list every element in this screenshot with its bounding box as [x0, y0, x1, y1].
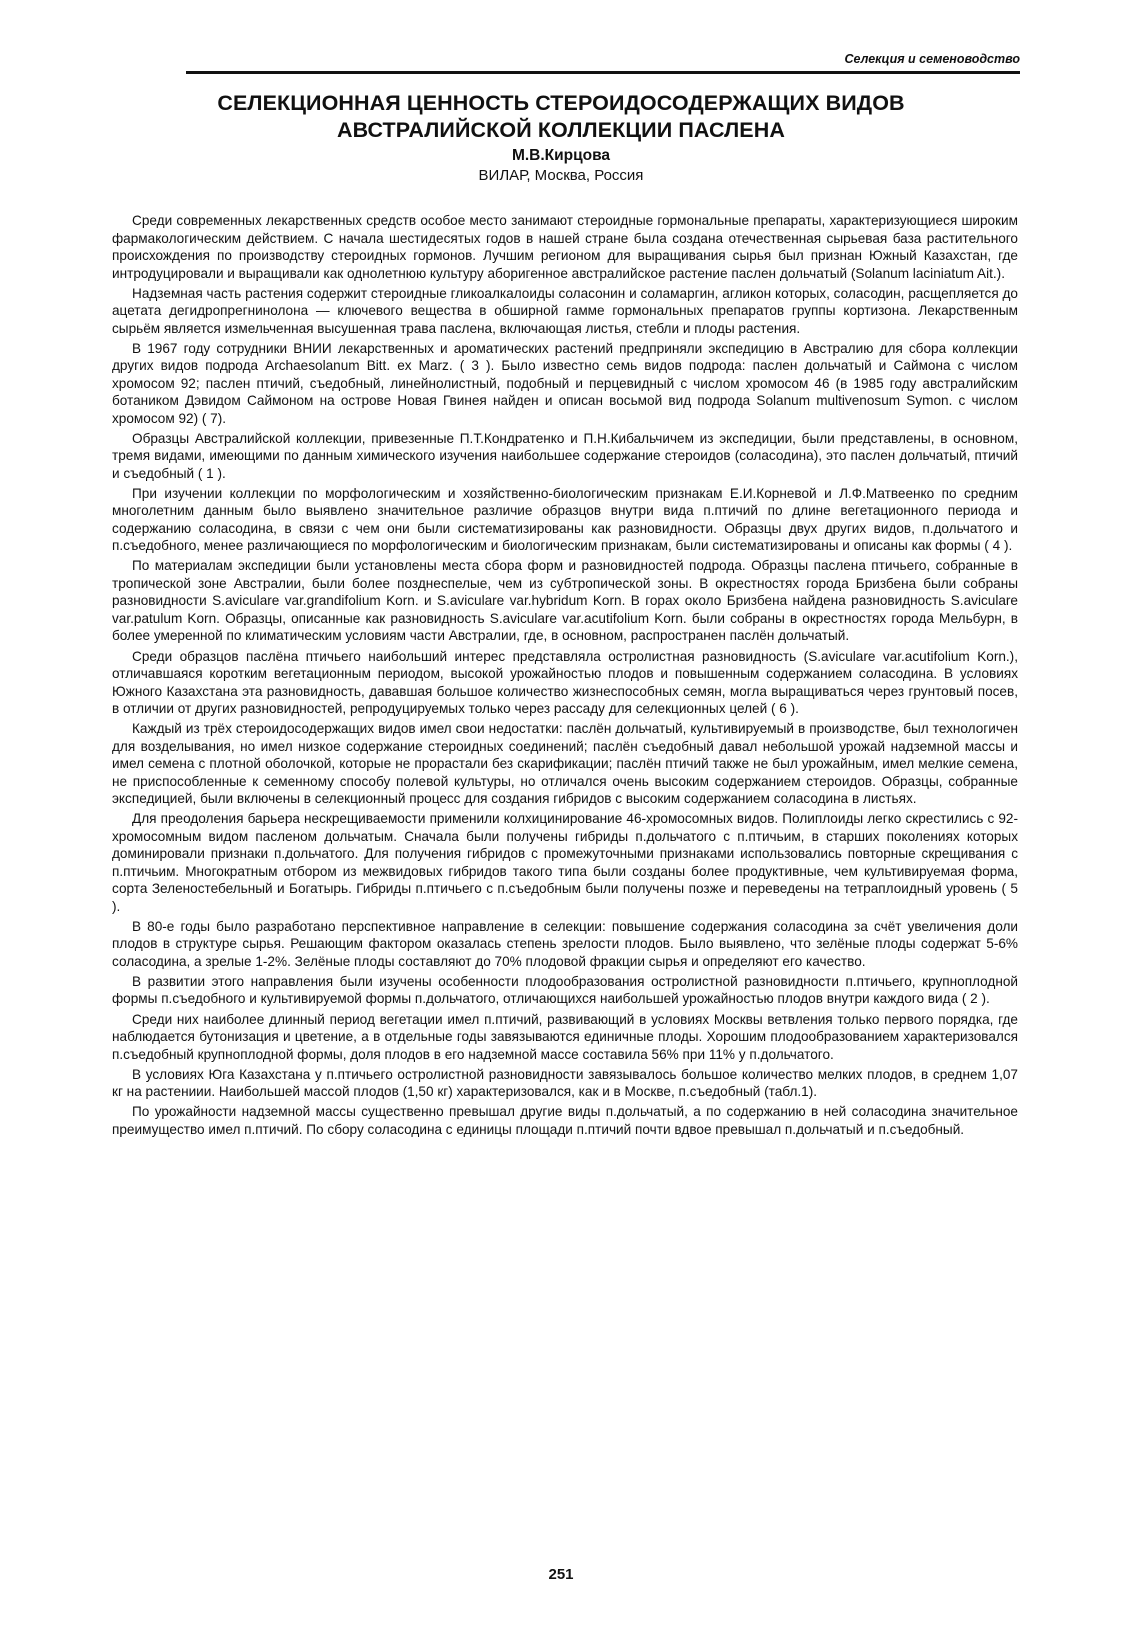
paragraph: Образцы Австралийской коллекции, привезенные П.Т.Кондратенко и П.Н.Кибальчичем из экспедиции, были представлены, в основном, тремя видами, имеющими по данным химического изучения наибольшее содержание стероидов (соласодина), это паслен дольчатый, птичий и съедобный ( 1 ).	[112, 430, 1018, 481]
article-body	[112, 212, 1018, 1141]
paragraph: Среди них наиболее длинный период вегетации имел п.птичий, развивающий в условиях Москвы ветвления только первого порядка, где наблюдается бутонизация и цветение, а в отдельные годы завязываются единичные плоды. Хорошим плодообразованием характеризовался п.съедобный крупноплодной формы, доля плодов в его надземной массе составила 56% при 11% у п.дольчатого.	[112, 1011, 1018, 1062]
paragraph: В развитии этого направления были изучены особенности плодообразования остролистной разновидности п.птичьего, крупноплодной формы п.съедобного и культивируемой формы п.дольчатого, отличающихся наибольшей урожайностью плодов внутри каждого вида ( 2 ).	[112, 973, 1018, 1007]
page-number: 251	[548, 1566, 574, 1583]
paragraph: В 1967 году сотрудники ВНИИ лекарственных и ароматических растений предприняли экспедицию в Австралию для сбора коллекции других видов подрода Archaesolanum Bitt. ex Marz. ( 3 ). Было известно семь видов подрода: паслен дольчатый и Саймона с числом хромосом 92; паслен птичий, съедобный, линейнолистный, подобный и перцевидный с числом хромосом 46 (в 1985 году австралийским ботаником Дэвидом Саймоном на острове Новая Гвинея найден и описан восьмой вид подрода Solanum multivenosum Symon. с числом хромосом 92) ( 7).	[112, 340, 1018, 426]
paragraph: Среди образцов паслёна птичьего наибольший интерес представляла остролистная разновидность (S.aviculare var.acutifolium Korn.), отличавшаяся коротким вегетационным периодом, высокой урожайностью плодов и повышенным содержанием соласодина. В условиях Южного Казахстана эта разновидность, дававшая большое количество жизнеспособных семян, могла выращиваться через грунтовый посев, в отличии от других разновидностей, репродуцируемых только через рассаду для селекционных целей ( 6 ).	[112, 648, 1018, 717]
article-title-line-2: АВСТРАЛИЙСКОЙ КОЛЛЕКЦИИ ПАСЛЕНА	[337, 118, 785, 142]
running-head: Селекция и семеноводство	[844, 52, 1020, 66]
author-affiliation: ВИЛАР, Москва, Россия	[478, 167, 644, 184]
paragraph: В условиях Юга Казахстана у п.птичьего остролистной разновидности завязывалось большое количество мелких плодов, в среднем 1,07 кг на растениии. Наибольшей массой плодов (1,50 кг) характеризовался, как и в Москве, п.съедобный (табл.1).	[112, 1066, 1018, 1100]
paragraph: При изучении коллекции по морфологическим и хозяйственно-биологическим признакам Е.И.Корневой и Л.Ф.Матвеенко по средним многолетним данным было выявлено значительное различие образцов внутри вида п.птичий по длине вегетационного периода и содержанию соласодина, в связи с чем они были систематизированы как разновидности. Образцы двух других видов, п.дольчатого и п.съедобного, менее различающиеся по морфологическим и биологическим признакам, были систематизированы и описаны как формы ( 4 ).	[112, 485, 1018, 554]
paragraph: Надземная часть растения содержит стероидные гликоалкалоиды соласонин и соламаргин, агликон которых, соласодин, расщепляется до ацетата дегидропрегнинолона — ключевого вещества в обширной гамме гормональных препаратов группы кортизона. Лекарственным сырьём является измельченная высушенная трава паслена, включающая листья, стебли и плоды растения.	[112, 285, 1018, 336]
author-name: М.В.Кирцова	[511, 147, 611, 164]
paragraph: По материалам экспедиции были установлены места сбора форм и разновидностей подрода. Образцы паслена птичьего, собранные в тропической зоне Австралии, были более позднеспелые, чем из субтропической зоны. В окрестностях города Бризбена были собраны разновидности S.aviculare var.grandifolium Korn. и S.aviculare var.hybridum Korn. В горах около Бризбена найдена разновидность S.aviculare var.patulum Korn. Образцы, описанные как разновидность S.aviculare var.acutifolium Korn. были собраны в окрестностях города Мельбурн, в более умеренной по климатическим условиям части Австралии, где, в основном, распространен паслён дольчатый.	[112, 558, 1018, 644]
paragraph: Для преодоления барьера нескрещиваемости применили колхицинирование 46-хромосомных видов. Полиплоиды легко скрестились с 92-хромосомным видом пасленом дольчатым. Сначала были получены гибриды п.дольчатого с п.птичьим, в старших поколениях которых доминировали признаки п.дольчатого. Для получения гибридов с промежуточными признаками использовались повторные скрещивания с п.птичьим. Многократным отбором из межвидовых гибридов такого типа были созданы более продуктивные, чем культивируемая форма, сорта Зеленостебельный и Богатырь. Гибриды п.птичьего с п.съедобным были получены позже и переведены на тетраплоидный уровень ( 5 ).	[112, 811, 1018, 914]
paragraph: Каждый из трёх стероидосодержащих видов имел свои недостатки: паслён дольчатый, культивируемый в производстве, был технологичен для возделывания, но имел низкое содержание стероидных соединений; паслён съедобный давал небольшой урожай надземной массы и имел семена с плотной оболочкой, которые не прорастали без скарификации; паслён птичий также не был урожайным, имел мелкие семена, не приспособленные к семенному способу полевой культуры, но отличался очень высоким содержанием стероидов. Образцы, собранные экспедицией, были включены в селекционный процесс для создания гибридов с высоким содержанием соласодина в листьях.	[112, 721, 1018, 807]
title-block	[140, 90, 982, 186]
paragraph: В 80-е годы было разработано перспективное направление в селекции: повышение содержания соласодина за счёт увеличения доли плодов в структуре сырья. Решающим фактором оказалась степень зрелости плодов. Было выявлено, что зелёные плоды содержат 5-6% соласодина, а зрелые 1-2%. Зелёные плоды составляют до 70% плодовой фракции сырья и определяют его качество.	[112, 918, 1018, 969]
article-title-line-1: СЕЛЕКЦИОННАЯ ЦЕННОСТЬ СТЕРОИДОСОДЕРЖАЩИХ ВИДОВ	[217, 91, 905, 115]
paragraph: По урожайности надземной массы существенно превышал другие виды п.дольчатый, а по содержанию в ней соласодина значительное преимущество имел п.птичий. По сбору соласодина с единицы площади п.птичий почти вдвое превышал п.дольчатый и п.съедобный.	[112, 1104, 1018, 1137]
header-rule	[186, 71, 1020, 74]
paragraph: Среди современных лекарственных средств особое место занимают стероидные гормональные препараты, характеризующиеся широким фармакологическим действием. С начала шестидесятых годов в нашей стране была создана отечественная сырьевая база растительного происхождения по производству стероидных гормонов. Лучшим регионом для выращивания сырья был признан Южный Казахстан, где интродуцировали и выращивали как однолетнюю культуру аборигенное австралийское растение паслен дольчатый (Solanum laciniatum Ait.).	[112, 213, 1018, 281]
